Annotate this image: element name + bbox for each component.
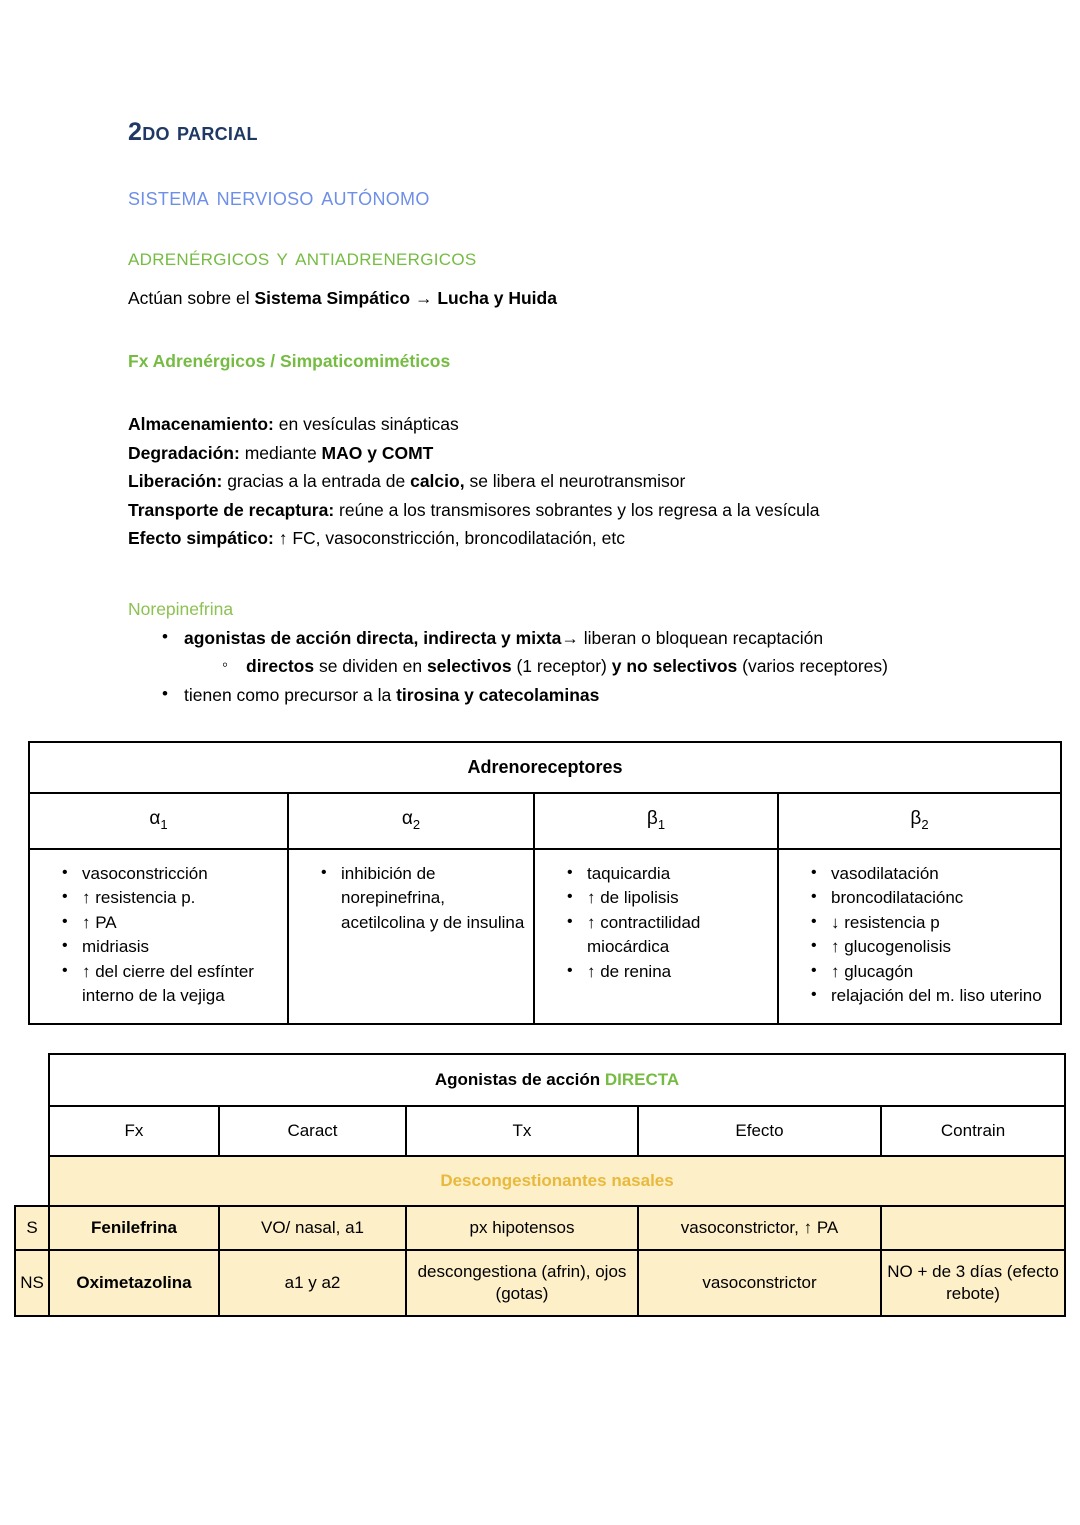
- effects-list: [541, 862, 771, 984]
- list-item: • midriasis: [82, 935, 281, 959]
- sub-emphasis-two: selectivos: [426, 655, 512, 676]
- list-item: • ↑ resistencia p.: [82, 886, 281, 910]
- definition-text-tail: se libera el neurotransmisor: [464, 471, 686, 492]
- bullet-emphasis: agonistas de acción directa, indirecta y mixta: [184, 627, 562, 648]
- effects-list: [36, 862, 281, 1009]
- list-item: • ↓ resistencia p: [831, 911, 1054, 935]
- agonistas-table-wrap: [14, 1053, 1064, 1318]
- list-item: [184, 624, 970, 680]
- document-content: [128, 118, 970, 709]
- subscript: 1: [160, 816, 168, 832]
- table-row: [29, 849, 1061, 1024]
- norepinefrina-label: Norepinefrina: [128, 598, 234, 619]
- column-header-beta1: [534, 793, 778, 849]
- document-subtitle: sistema nervioso autónomo: [128, 181, 430, 211]
- definition-efecto: [128, 524, 970, 553]
- cell-fx: Fenilefrina: [49, 1206, 219, 1250]
- list-item: • ↑ del cierre del esfínter interno de la vejiga: [82, 960, 281, 1009]
- margin-spacer: [15, 1156, 49, 1206]
- bullet-text: tienen como precursor a la: [184, 684, 397, 705]
- column-header-fx: Fx: [49, 1106, 219, 1156]
- norepinefrina-sublist: [184, 652, 970, 680]
- margin-spacer: [15, 1054, 49, 1106]
- table-row: [29, 793, 1061, 849]
- definitions-block: [128, 410, 970, 553]
- list-item: • ↑ glucogenolisis: [831, 935, 1054, 959]
- column-header-tx: Tx: [406, 1106, 638, 1156]
- column-header-caract: Caract: [219, 1106, 406, 1156]
- cell-fx: Oximetazolina: [49, 1250, 219, 1316]
- definition-term: Almacenamiento:: [128, 414, 274, 435]
- cell-contrain: NO + de 3 días (efecto rebote): [881, 1250, 1065, 1316]
- greek-letter: α: [401, 807, 413, 829]
- table-row: [15, 1206, 1065, 1250]
- definition-text: gracias a la entrada de: [222, 471, 411, 492]
- page-title: 2do parcial: [128, 118, 258, 146]
- lead-bold-two: Lucha y Huida: [437, 288, 557, 308]
- list-item: • taquicardia: [587, 862, 771, 886]
- lead-arrow: →: [410, 288, 438, 308]
- column-header-alpha2: [288, 793, 534, 849]
- group-band-descongestionantes: Descongestionantes nasales: [49, 1156, 1065, 1206]
- cell-efecto: vasoconstrictor, ↑ PA: [638, 1206, 881, 1250]
- cell-contrain: [881, 1206, 1065, 1250]
- bullet-text: → liberan o bloquean recaptación: [561, 627, 824, 648]
- definition-degradacion: [128, 439, 970, 468]
- adrenoreceptores-table: [28, 741, 1062, 1025]
- cell-alpha1: [29, 849, 288, 1024]
- table-row: [15, 1106, 1065, 1156]
- cell-beta1: [534, 849, 778, 1024]
- lead-prefix: Actúan sobre el: [128, 288, 255, 308]
- greek-letter: α: [149, 807, 161, 829]
- list-item: [246, 652, 970, 680]
- definition-emphasis: MAO y COMT: [321, 442, 434, 463]
- definition-text: en vesículas sinápticas: [273, 414, 459, 435]
- effects-list: [785, 862, 1054, 1009]
- subscript: 1: [657, 816, 666, 832]
- table-row: [15, 1156, 1065, 1206]
- list-item: • ↑ contractilidad miocárdica: [587, 911, 771, 960]
- list-item: • ↑ de renina: [587, 960, 771, 984]
- definition-term: Transporte de recaptura:: [128, 499, 335, 520]
- table-row: [15, 1250, 1065, 1316]
- sub-emphasis-one: directos: [246, 655, 315, 676]
- cell-tx: descongestiona (afrin), ojos (gotas): [406, 1250, 638, 1316]
- adrenoreceptores-title: Adrenoreceptores: [29, 742, 1061, 793]
- sub-text-two: (1 receptor): [511, 655, 612, 676]
- row-tag-nonselective: NS: [15, 1250, 49, 1316]
- sub-emphasis-three: y no selectivos: [611, 655, 738, 676]
- cell-tx: px hipotensos: [406, 1206, 638, 1250]
- list-item: • inhibición de norepinefrina, acetilcolina y de insulina: [341, 862, 527, 935]
- cell-caract: VO/ nasal, a1: [219, 1206, 406, 1250]
- subscript: 2: [921, 816, 929, 832]
- table-row: [15, 1054, 1065, 1106]
- cell-beta2: [778, 849, 1061, 1024]
- cell-efecto: vasoconstrictor: [638, 1250, 881, 1316]
- adrenoreceptores-table-wrap: [28, 741, 1060, 1025]
- list-item: • vasodilatación: [831, 862, 1054, 886]
- definition-text: mediante: [239, 442, 322, 463]
- row-tag-selective: S: [15, 1206, 49, 1250]
- definition-text: ↑ FC, vasoconstricción, broncodilatación, etc: [273, 528, 626, 549]
- definition-term: Degradación:: [128, 442, 240, 463]
- definition-term: Liberación:: [128, 471, 223, 492]
- title-accent: DIRECTA: [604, 1069, 680, 1089]
- cell-caract: a1 y a2: [219, 1250, 406, 1316]
- list-item: [184, 681, 970, 709]
- sub-text-one: se dividen en: [314, 655, 427, 676]
- subscript: 2: [412, 816, 421, 832]
- lead-paragraph: [128, 286, 970, 311]
- definition-liberacion: [128, 467, 970, 496]
- sub-heading: Fx Adrenérgicos / Simpaticomiméticos: [128, 351, 451, 372]
- definition-transporte: [128, 496, 970, 525]
- list-item: • broncodilataciónc: [831, 886, 1054, 910]
- list-item: • relajación del m. liso uterino: [831, 984, 1054, 1008]
- list-item: • ↑ PA: [82, 911, 281, 935]
- definition-text: reúne a los transmisores sobrantes y los regresa a la vesícula: [334, 499, 820, 520]
- column-header-alpha1: [29, 793, 288, 849]
- column-header-beta2: [778, 793, 1061, 849]
- greek-letter: β: [646, 807, 658, 829]
- margin-spacer: [15, 1106, 49, 1156]
- list-item: • ↑ de lipolisis: [587, 886, 771, 910]
- cell-alpha2: [288, 849, 534, 1024]
- agonistas-table: [14, 1053, 1066, 1318]
- list-item: • vasoconstricción: [82, 862, 281, 886]
- column-header-efecto: Efecto: [638, 1106, 881, 1156]
- list-item: • ↑ glucagón: [831, 960, 1054, 984]
- agonistas-title: [49, 1054, 1065, 1106]
- definition-term: Efecto simpático:: [128, 528, 274, 549]
- definition-almacenamiento: [128, 410, 970, 439]
- lead-bold-one: Sistema Simpático: [254, 288, 411, 308]
- section-heading: adrenérgicos y antiadrenergicos: [128, 244, 477, 271]
- column-header-contrain: Contrain: [881, 1106, 1065, 1156]
- greek-letter: β: [910, 807, 922, 829]
- definition-emphasis: calcio,: [410, 471, 465, 492]
- table-row: [29, 742, 1061, 793]
- sub-text-three: (varios receptores): [737, 655, 888, 676]
- norepinefrina-list: [128, 624, 970, 709]
- effects-list: [295, 862, 527, 935]
- title-text: Agonistas de acción: [434, 1069, 605, 1089]
- bullet-emphasis: tirosina y catecolaminas: [396, 684, 600, 705]
